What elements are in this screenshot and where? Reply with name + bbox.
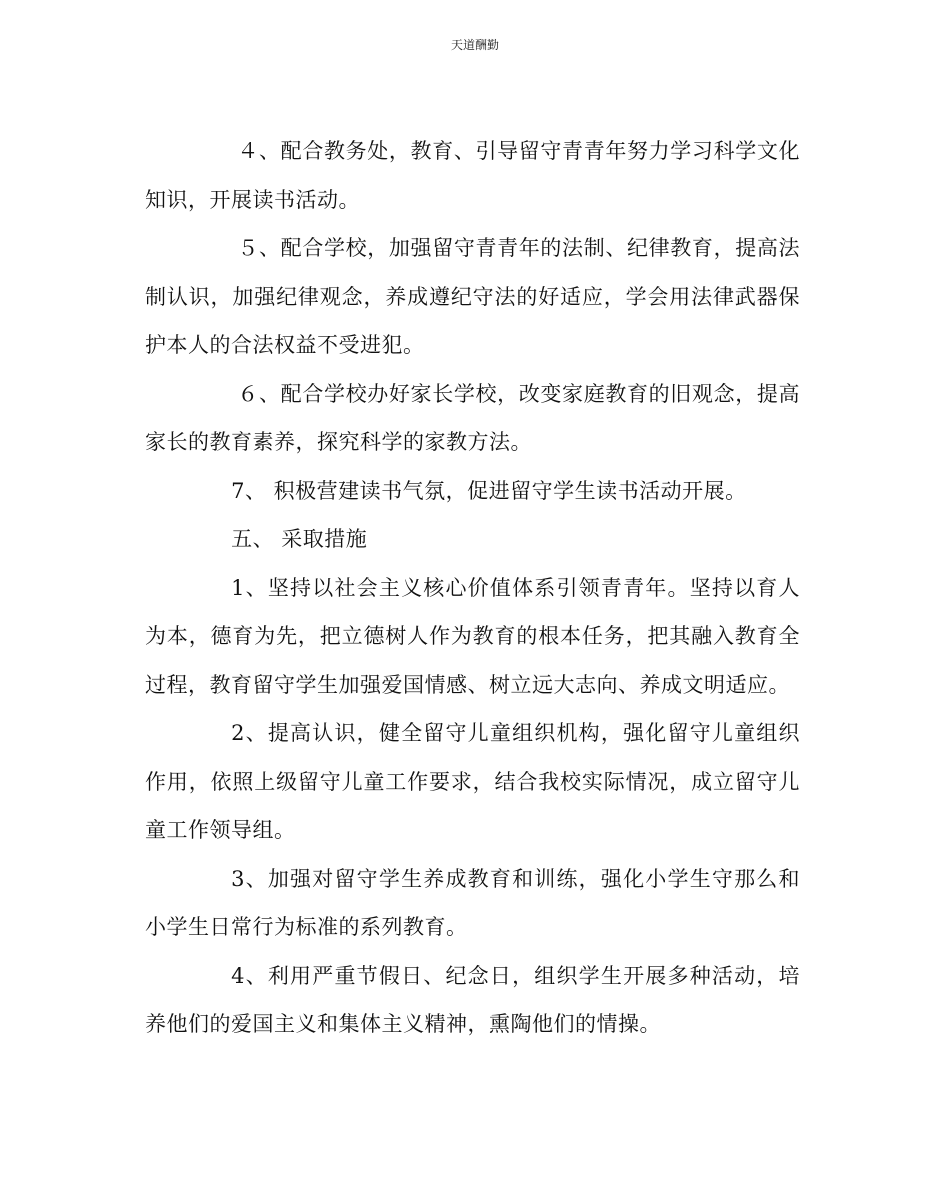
paragraph-item-7: 7、 积极营建读书气氛，促进留守学生读书活动开展。 xyxy=(231,478,747,503)
section-heading-measures: 五、 采取措施 xyxy=(231,527,368,551)
paragraph-item-6: ６、配合学校办好家长学校，改变家庭教育的旧观念，提高家长的教育素养，探究科学的家教方法。 xyxy=(145,381,800,454)
page-header: 天道酬勤 xyxy=(450,38,499,52)
measure-item-4: 4、利用严重节假日、纪念日，组织学生开展多种活动，培养他们的爱国主义和集体主义精神，熏陶他们的情操。 xyxy=(145,963,800,1036)
measure-item-2: 2、提高认识，健全留守儿童组织机构，强化留守儿童组织作用，依照上级留守儿童工作要求，结合我校实际情况，成立留守儿童工作领导组。 xyxy=(145,721,800,842)
paragraph-item-4: ４、配合教务处，教育、引导留守青青年努力学习科学文化知识，开展读书活动。 xyxy=(145,139,800,212)
document-body xyxy=(145,127,800,1049)
measure-item-3: 3、加强对留守学生养成教育和训练，强化小学生守那么和小学生日常行为标准的系列教育。 xyxy=(145,866,800,939)
measure-item-1: 1、坚持以社会主义核心价值体系引领青青年。坚持以育人为本，德育为先，把立德树人作为教育的根本任务，把其融入教育全过程，教育留守学生加强爱国情感、树立远大志向、养成文明适应。 xyxy=(145,575,800,697)
paragraph-item-5: ５、配合学校，加强留守青青年的法制、纪律教育，提高法制认识，加强纪律观念，养成遵纪守法的好适应，学会用法律武器保护本人的合法权益不受进犯。 xyxy=(145,236,800,357)
